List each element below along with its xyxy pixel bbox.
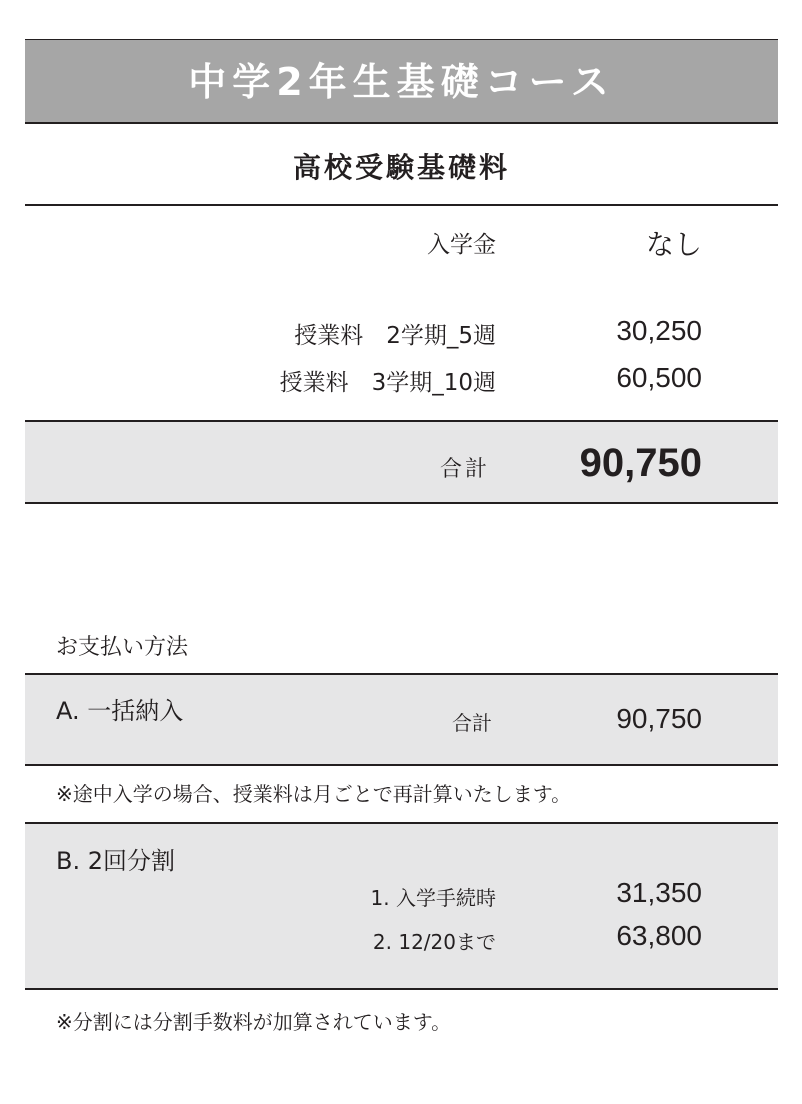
option-a-value: 90,750 (616, 703, 702, 734)
payment-method-heading: お支払い方法 (56, 635, 189, 660)
option-a-title: A. 一括納入 (56, 697, 184, 725)
fee-section-title: 高校受験基礎料 (292, 151, 510, 184)
option-b-title: B. 2回分割 (56, 847, 175, 875)
installment-fee-note: ※分割には分割手数料が加算されています。 (56, 1010, 452, 1034)
mid-entry-note: ※途中入学の場合、授業料は月ごとで再計算いたします。 (56, 782, 572, 806)
option-a-bottom-rule (25, 764, 778, 766)
subtitle-rule (25, 204, 778, 206)
course-title: 中学2年生基礎コース (188, 60, 615, 104)
tuition-term2-label: 授業料 2学期_5週 (294, 323, 496, 349)
total-value: 90,750 (579, 441, 702, 485)
tuition-term3-value: 60,500 (616, 362, 702, 393)
tuition-term2-value: 30,250 (616, 315, 702, 346)
total-label: 合計 (440, 457, 491, 482)
installment-2-value: 63,800 (616, 920, 702, 951)
enrollment-fee-label: 入学金 (427, 232, 496, 258)
option-b-bottom-rule (25, 988, 778, 990)
tuition-term3-label: 授業料 3学期_10週 (279, 370, 496, 396)
title-bottom-rule (25, 122, 778, 124)
installment-1-label: 1. 入学手続時 (370, 886, 496, 910)
enrollment-fee-value: なし (645, 229, 702, 260)
option-a-label: 合計 (452, 711, 492, 735)
total-bottom-rule (25, 502, 778, 504)
installment-1-value: 31,350 (616, 877, 702, 908)
installment-2-label: 2. 12/20まで (372, 930, 496, 954)
